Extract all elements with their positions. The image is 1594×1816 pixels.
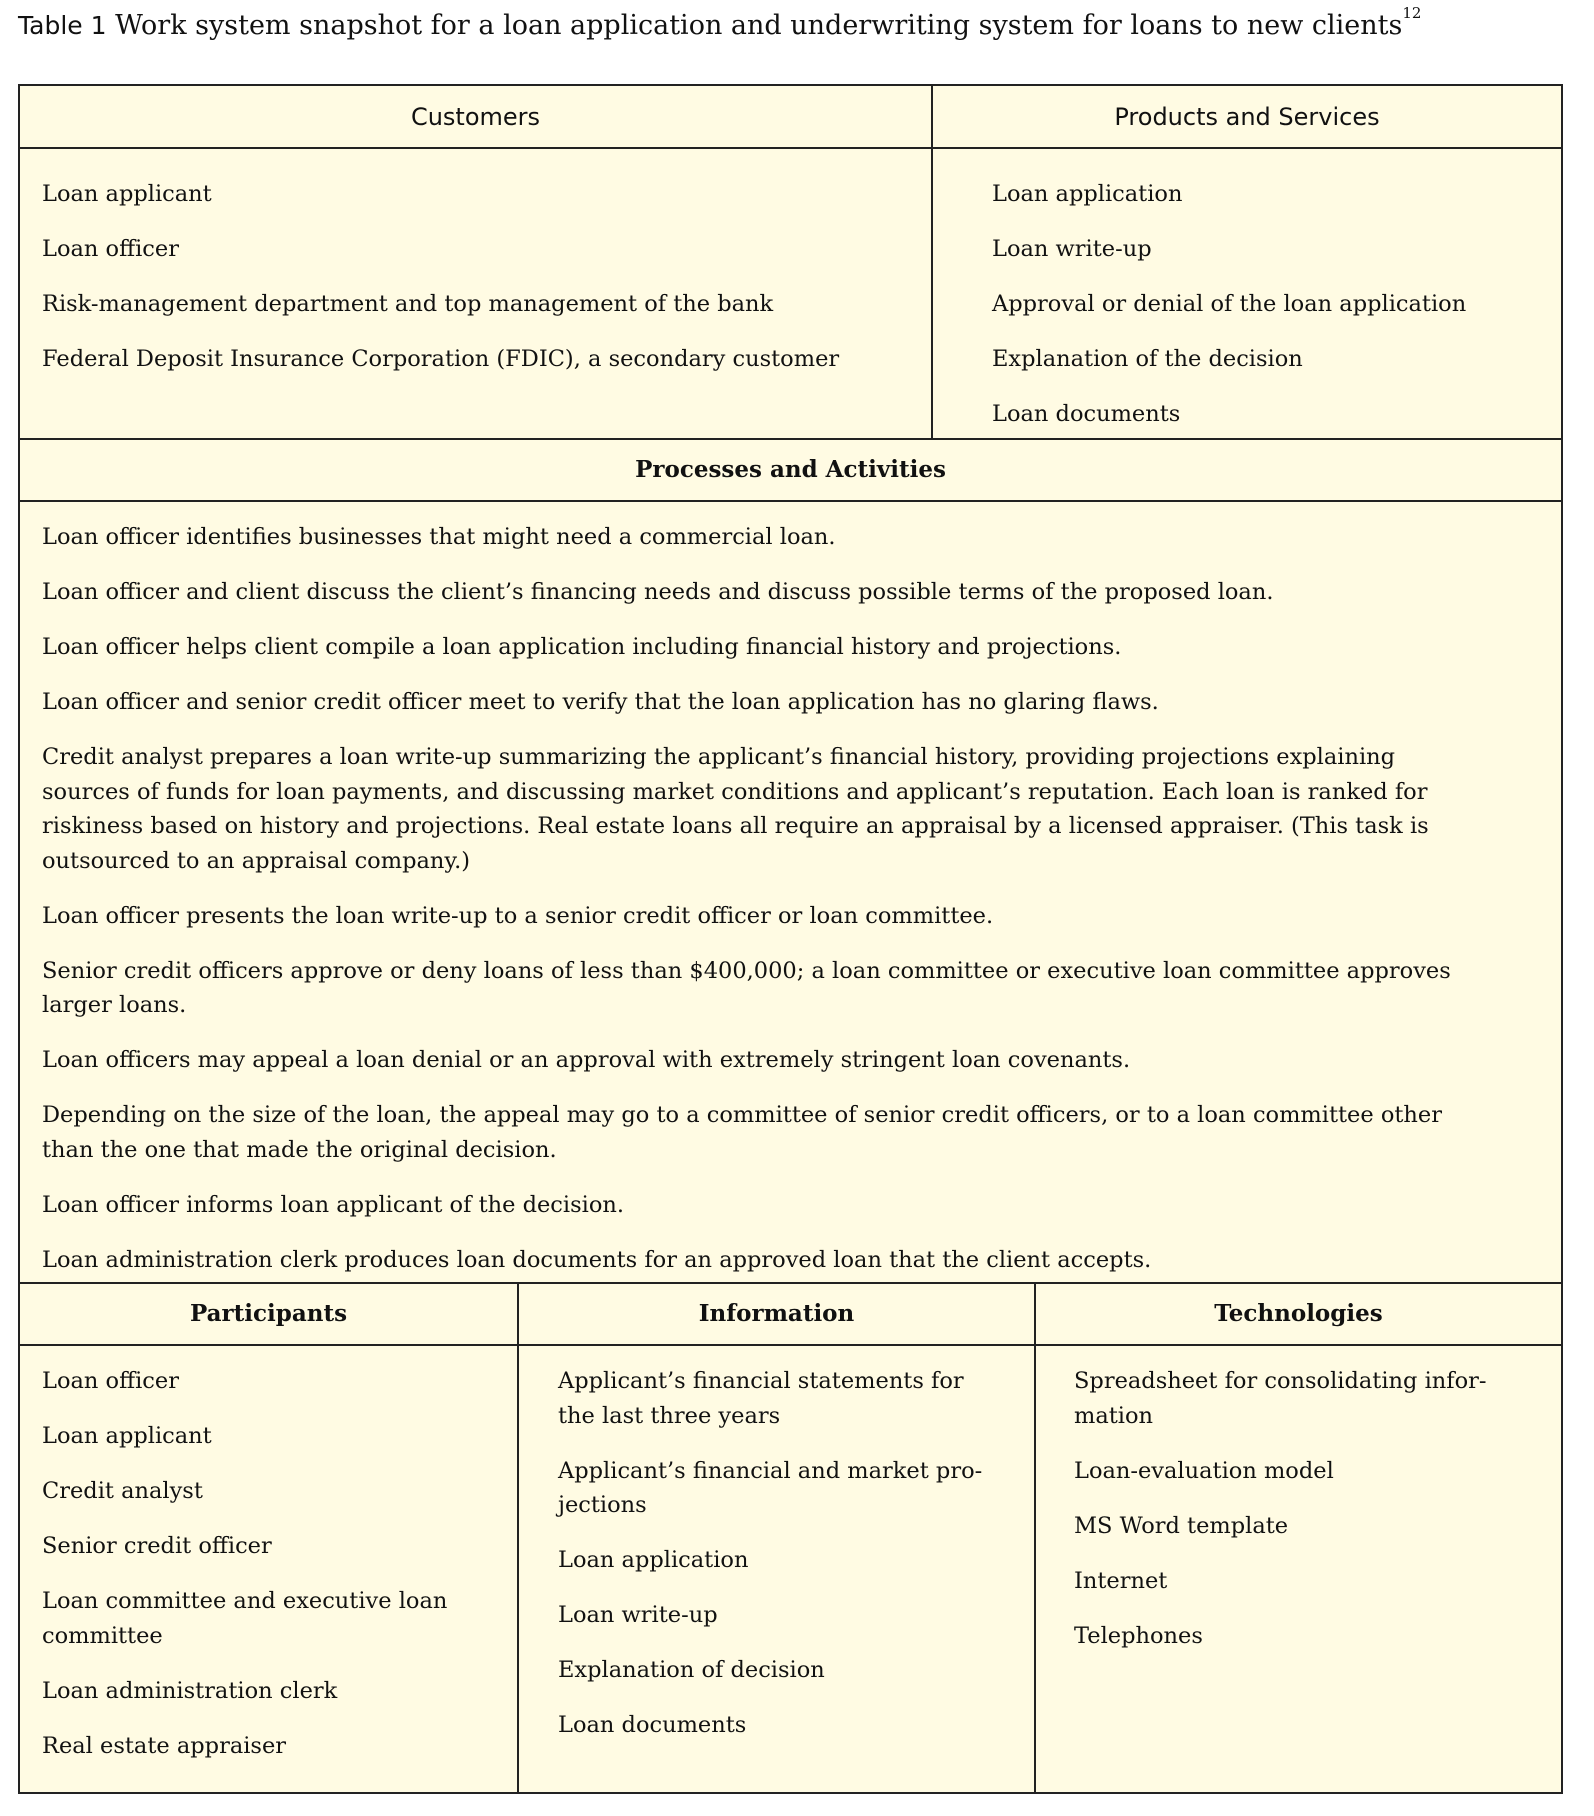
list-item (1074, 1509, 1487, 1544)
work-system-table (18, 84, 1563, 1794)
table-label: Table 1 (18, 11, 107, 40)
divider (517, 1282, 519, 1792)
list-item (42, 575, 1451, 610)
list-item-line: jections (558, 1492, 647, 1519)
table-caption (18, 4, 1422, 41)
processes-list (42, 520, 1451, 1298)
list-item (42, 1729, 447, 1764)
list-item-line: Explanation of the decision (992, 345, 1303, 372)
list-item (42, 232, 839, 267)
list-item-line: Loan administration clerk (42, 1677, 338, 1704)
list-item (992, 397, 1466, 432)
divider (20, 500, 1561, 502)
list-item-line: Loan application (558, 1547, 749, 1574)
list-item-line: than the one that made the original decision. (42, 1136, 557, 1163)
list-item (42, 1419, 447, 1454)
list-item (992, 342, 1466, 377)
list-item (558, 1598, 982, 1633)
list-item (992, 177, 1466, 212)
list-item (42, 1243, 1451, 1278)
technologies-list (1074, 1364, 1487, 1674)
list-item-line: Applicant’s financial and market pro- (558, 1457, 983, 1484)
list-item-line: Depending on the size of the loan, the appeal may go to a committee of senior credit officers, or to a loan committee other (42, 1102, 1442, 1129)
list-item (42, 899, 1451, 934)
list-item-line: Risk-management department and top management of the bank (42, 290, 774, 317)
list-item-line: Loan documents (992, 400, 1181, 427)
divider (20, 147, 1561, 149)
divider (1034, 1282, 1036, 1792)
list-item-line: Internet (1074, 1567, 1168, 1594)
list-item (42, 685, 1451, 720)
list-item-line: Loan officer informs loan applicant of the decision. (42, 1191, 625, 1218)
list-item-line: MS Word template (1074, 1512, 1289, 1539)
list-item (42, 1474, 447, 1509)
list-item (1074, 1619, 1487, 1654)
list-item (1074, 1564, 1487, 1599)
list-item (42, 520, 1451, 555)
list-item-line: Loan administration clerk produces loan documents for an approved loan that the client accepts. (42, 1246, 1152, 1273)
list-item (42, 1364, 447, 1399)
list-item-line: Loan application (992, 181, 1183, 207)
customers-header: Customers (410, 103, 541, 131)
list-item-line: Credit analyst (42, 1477, 203, 1504)
list-item (42, 177, 839, 212)
list-item (558, 1708, 982, 1743)
list-item-line: Loan officer (42, 235, 179, 262)
list-item-line: Loan applicant (42, 1422, 212, 1449)
list-item-line: Loan-evaluation model (1074, 1457, 1334, 1484)
participants-header: Participants (189, 1300, 348, 1327)
list-item-line: Credit analyst prepares a loan write-up summarizing the applicant’s financial history, providing projections explaining (42, 743, 1396, 770)
list-item-line: Explanation of decision (558, 1657, 825, 1684)
list-item-line: sources of funds for loan payments, and discussing market conditions and applicant’s reputation. Each loan is ranked for (42, 778, 1428, 805)
divider (931, 86, 933, 440)
list-item (1074, 1454, 1487, 1489)
list-item (42, 1529, 447, 1564)
list-item-line: Federal Deposit Insurance Corporation (FDIC), a secondary customer (42, 345, 840, 372)
list-item-line: Loan write-up (558, 1602, 718, 1629)
list-item (992, 232, 1466, 267)
list-item-line: Loan officer identifies businesses that might need a commercial loan. (42, 524, 836, 550)
information-header: Information (698, 1300, 855, 1327)
list-item-line: Loan officer and senior credit officer meet to verify that the loan application has no glaring flaws. (42, 688, 1159, 715)
list-item (42, 740, 1451, 878)
list-item-line: Senior credit officer (42, 1532, 272, 1559)
technologies-header: Technologies (1214, 1300, 1383, 1327)
list-item-line: Spreadsheet for consolidating infor- (1074, 1368, 1487, 1394)
list-item-line: Loan officers may appeal a loan denial or an approval with extremely stringent loan covenants. (42, 1047, 1131, 1074)
list-item (1074, 1364, 1487, 1433)
list-item-line: Loan officer (42, 1368, 179, 1394)
list-item (42, 287, 839, 322)
products-header: Products and Services (1114, 103, 1380, 131)
list-item-line: Applicant’s financial statements for (558, 1368, 964, 1394)
list-item-line: Senior credit officers approve or deny loans of less than $400,000; a loan committee or executive loan committee approves (42, 957, 1451, 984)
list-item-line: Loan officer presents the loan write-up to a senior credit officer or loan committee. (42, 902, 994, 929)
list-item (558, 1454, 982, 1523)
list-item-line: Approval or denial of the loan application (992, 290, 1467, 317)
list-item (42, 1188, 1451, 1223)
list-item-line: mation (1074, 1402, 1154, 1429)
information-list (558, 1364, 982, 1763)
list-item-line: riskiness based on history and projections. Real estate loans all require an appraisal by a licensed appraiser. (This task is (42, 813, 1429, 840)
list-item-line: Real estate appraiser (42, 1732, 287, 1759)
list-item-line: the last three years (558, 1402, 781, 1429)
list-item (42, 1098, 1451, 1167)
processes-header: Processes and Activities (635, 456, 946, 483)
divider (20, 1344, 1561, 1346)
list-item (558, 1364, 982, 1433)
list-item (992, 287, 1466, 322)
list-item-line: Loan write-up (992, 235, 1152, 262)
list-item-line: Loan committee and executive loan (42, 1587, 448, 1614)
footnote-marker: 12 (1402, 4, 1422, 22)
list-item-line: Loan documents (558, 1712, 747, 1739)
table-title: Work system snapshot for a loan application and underwriting system for loans to new clients (115, 10, 1403, 41)
list-item-line: larger loans. (42, 992, 187, 1019)
participants-list (42, 1364, 447, 1783)
list-item-line: committee (42, 1622, 163, 1649)
list-item (42, 1043, 1451, 1078)
products-list (992, 177, 1466, 452)
list-item (42, 954, 1451, 1023)
list-item-line: Loan officer helps client compile a loan application including financial history and projections. (42, 633, 1122, 660)
list-item (42, 1674, 447, 1709)
list-item (42, 342, 839, 377)
list-item-line: Telephones (1074, 1622, 1203, 1649)
list-item (558, 1653, 982, 1688)
list-item-line: Loan officer and client discuss the client’s financing needs and discuss possible terms of the proposed loan. (42, 578, 1274, 605)
list-item (42, 1584, 447, 1653)
list-item-line: outsourced to an appraisal company.) (42, 847, 471, 874)
list-item (558, 1543, 982, 1578)
list-item (42, 630, 1451, 665)
list-item-line: Loan applicant (42, 181, 212, 207)
customers-list (42, 177, 839, 397)
